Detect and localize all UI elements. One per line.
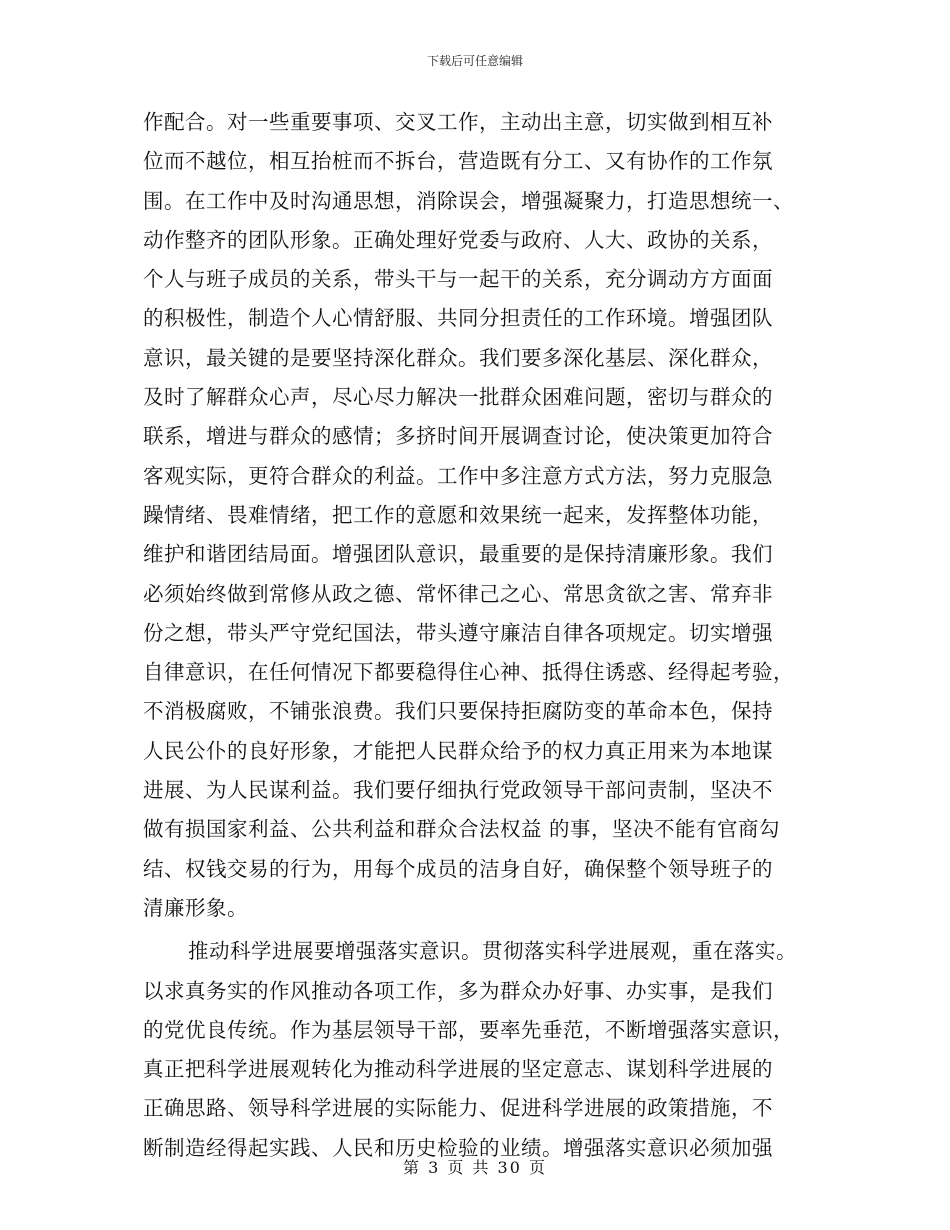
text-line: 不消极腐败，不铺张浪费。我们只要保持拒腐防变的革命本色，保持 bbox=[143, 699, 773, 724]
text-line: 正确思路、领导科学进展的实际能力、促进科学进展的政策措施，不 bbox=[143, 1096, 773, 1121]
document-body bbox=[143, 103, 813, 1168]
text-line: 作配合。对一些重要事项、交叉工作，主动出主意，切实做到相互补 bbox=[143, 110, 773, 134]
text-line: 及时了解群众心声，尽心尽力解决一批群众困难问题，密切与群众的 bbox=[143, 385, 773, 410]
text-line: 进展、为人民谋利益。我们要仔细执行党政领导干部问责制，坚决不 bbox=[143, 778, 773, 803]
text-line: 结、权钱交易的行为，用每个成员的洁身自好，确保整个领导班子的 bbox=[143, 856, 773, 881]
paragraph bbox=[143, 103, 813, 928]
page-header: 下载后可任意编辑 bbox=[426, 54, 523, 68]
text-line: 份之想，带头严守党纪国法，带头遵守廉洁自律各项规定。切实增强 bbox=[143, 620, 773, 645]
text-line: 动作整齐的团队形象。正确处理好党委与政府、人大、政协的关系， bbox=[143, 227, 773, 252]
text-line: 必须始终做到常修从政之德、常怀律己之心、常思贪欲之害、常弃非 bbox=[143, 581, 773, 606]
text-line: 个人与班子成员的关系，带头干与一起干的关系，充分调动方方面面 bbox=[143, 267, 773, 292]
text-line: 的党优良传统。作为基层领导干部，要率先垂范，不断增强落实意识， bbox=[143, 1017, 794, 1042]
text-line: 围。在工作中及时沟通思想，消除误会，增强凝聚力，打造思想统一、 bbox=[143, 188, 794, 213]
text-line: 清廉形象。 bbox=[143, 895, 248, 920]
text-line: 自律意识，在任何情况下都要稳得住心神、抵得住诱惑、经得起考验， bbox=[143, 660, 794, 685]
text-line: 真正把科学进展观转化为推动科学进展的坚定意志、谋划科学进展的 bbox=[143, 1057, 773, 1082]
page-number: 第 3 页 共 30 页 bbox=[403, 1158, 547, 1177]
text-line: 以求真务实的作风推动各项工作，多为群众办好事、办实事，是我们 bbox=[143, 978, 773, 1003]
text-line: 的积极性，制造个人心情舒服、共同分担责任的工作环境。增强团队 bbox=[143, 306, 773, 331]
text-line: 人民公仆的良好形象，才能把人民群众给予的权力真正用来为本地谋 bbox=[143, 738, 773, 763]
text-line: 联系，增进与群众的感情；多挤时间开展调查讨论，使决策更加符合 bbox=[143, 424, 773, 449]
text-line: 躁情绪、畏难情绪，把工作的意愿和效果统一起来，发挥整体功能， bbox=[143, 502, 773, 527]
text-line: 做有损国家利益、公共利益和群众合法权益 的事，坚决不能有官商勾 bbox=[143, 817, 781, 842]
text-line: 维护和谐团结局面。增强团队意识，最重要的是保持清廉形象。我们 bbox=[143, 542, 773, 567]
text-line: 断制造经得起实践、人民和历史检验的业绩。增强落实意识必须加强 bbox=[143, 1135, 773, 1160]
text-line: 推动科学进展要增强落实意识。贯彻落实科学进展观，重在落实。 bbox=[188, 939, 797, 964]
text-line: 意识，最关键的是要坚持深化群众。我们要多深化基层、深化群众， bbox=[143, 345, 773, 370]
text-line: 客观实际，更符合群众的利益。工作中多注意方式方法，努力克服急 bbox=[143, 463, 773, 488]
paragraph bbox=[143, 932, 813, 1168]
text-line: 位而不越位，相互抬桩而不拆台，营造既有分工、又有协作的工作氛 bbox=[143, 149, 773, 174]
